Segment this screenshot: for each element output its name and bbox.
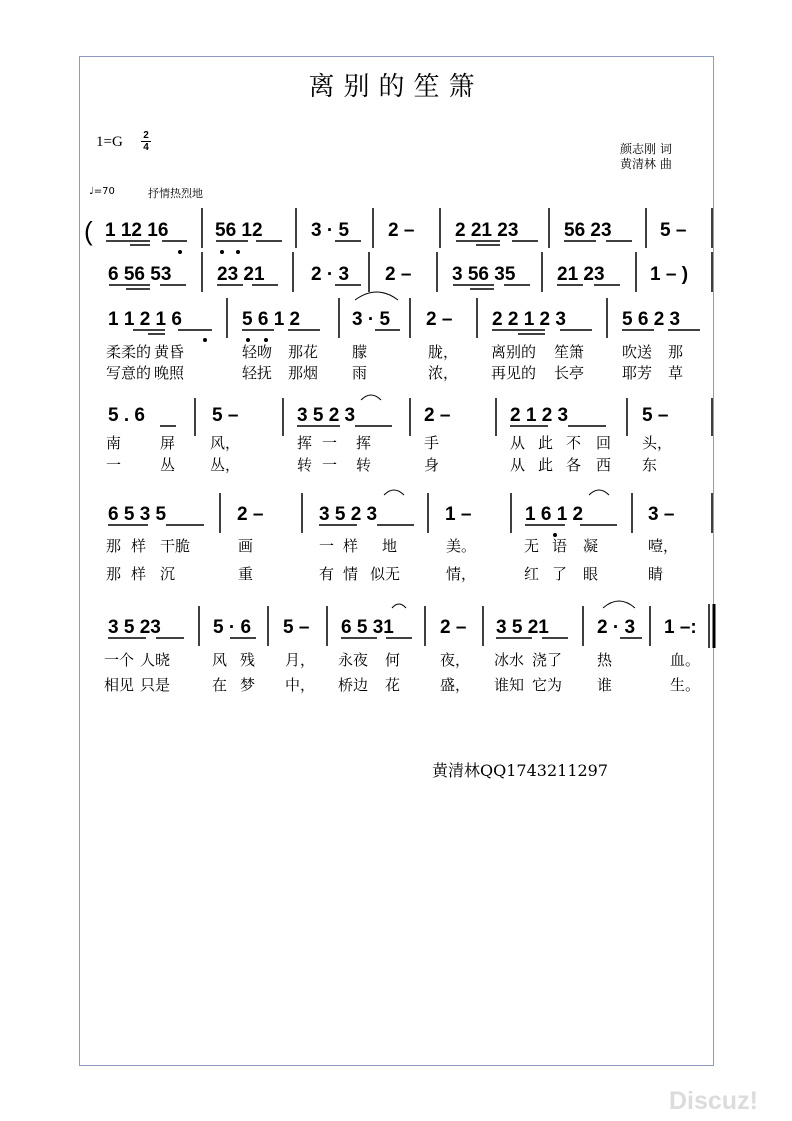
lyric: 草	[668, 365, 684, 382]
lyric: 转	[356, 457, 372, 474]
lyric: 美。	[446, 538, 477, 555]
lyric: 画	[238, 538, 254, 555]
lyric: 从	[510, 435, 526, 452]
composer-credit: 黄清林 曲	[620, 157, 672, 171]
measure: 6 56 53	[108, 264, 172, 285]
measure: 21 23	[557, 264, 605, 285]
lyric: 有	[319, 566, 335, 583]
lyric: 从	[510, 457, 526, 474]
lyric: 无	[524, 538, 540, 555]
lyric: 离别的	[491, 344, 537, 361]
lyric: 那	[106, 566, 122, 583]
lyric: 干脆	[160, 538, 191, 555]
lyric: 样	[131, 538, 147, 555]
lyric: 风，	[210, 435, 241, 452]
lyric: 一个	[104, 652, 135, 669]
measure: 3 5 23	[108, 617, 161, 638]
lyric: 谁	[597, 677, 613, 694]
lyric: 南	[106, 435, 122, 452]
lyric: 浓，	[428, 365, 459, 382]
measure: 2 –	[388, 220, 415, 241]
lyric: 笙箫	[554, 344, 585, 361]
time-signature-top: 2	[143, 130, 149, 141]
lyric: 似无	[370, 566, 401, 583]
lyric: 黄昏	[154, 344, 185, 361]
lyric: 轻抚	[242, 365, 273, 382]
lyric: 眼	[583, 566, 599, 583]
lyric: 雨	[352, 365, 368, 382]
lyric: 耶芳	[622, 365, 653, 382]
measure: 5 6 1 2	[242, 309, 301, 330]
lyric: 地	[382, 538, 398, 555]
page-frame	[79, 56, 714, 1066]
lyric: 转	[297, 457, 313, 474]
measure: 6 5 3 5	[108, 504, 167, 525]
lyric: 残	[240, 652, 256, 669]
measure: 23 21	[217, 264, 265, 285]
measure: 1 –:	[664, 617, 697, 638]
lyric: 轻吻	[242, 344, 273, 361]
lyric: 那花	[288, 344, 319, 361]
lyric: 语	[552, 538, 568, 555]
lyric: 冰水	[494, 652, 525, 669]
lyric: 吹送	[622, 344, 653, 361]
lyric: 西	[596, 457, 612, 474]
lyric: 晚照	[154, 365, 185, 382]
lyric: 再见的	[491, 365, 537, 382]
lyric: 一	[106, 457, 122, 474]
measure: 1 – )	[650, 264, 689, 285]
measure: 5 –	[660, 220, 687, 241]
measure: 5 –	[642, 405, 669, 426]
measure: 5 –	[212, 405, 239, 426]
measure: 6 5 31	[341, 617, 394, 638]
lyric: 重	[238, 566, 254, 583]
lyric: 相见	[104, 677, 135, 694]
measure: 2 –	[385, 264, 412, 285]
lyric: 此	[538, 457, 554, 474]
song-title: 离别的笙箫	[308, 72, 484, 102]
lyric: 身	[424, 457, 440, 474]
measure: 5 –	[283, 617, 310, 638]
measure: 3 5 21	[496, 617, 549, 638]
key-signature: 1=G	[96, 134, 123, 150]
lyric: 此	[538, 435, 554, 452]
measure: 3 56 35	[452, 264, 516, 285]
measure: 2 · 3	[597, 617, 636, 638]
lyric: 盛，	[440, 677, 471, 694]
lyric: 丛	[160, 457, 176, 474]
lyric: 热	[597, 652, 613, 669]
measure: 5 . 6	[108, 405, 145, 426]
lyric: 它为	[532, 677, 563, 694]
lyric: 一	[322, 435, 338, 452]
lyric: 人晓	[140, 652, 171, 669]
lyric: 屏	[160, 435, 176, 452]
measure: 56 12	[215, 220, 263, 241]
measure: 2 –	[426, 309, 453, 330]
lyric: 不	[566, 435, 582, 452]
measure: 5 · 6	[213, 617, 252, 638]
measure: 3 –	[648, 504, 675, 525]
lyric: 中，	[285, 677, 316, 694]
measure: 1 12 16	[105, 220, 169, 241]
lyric: 情	[343, 566, 359, 583]
measure: 2 –	[424, 405, 451, 426]
lyric: 手	[424, 435, 440, 452]
author-contact: 黄清林QQ1743211297	[432, 761, 609, 780]
time-signature-bottom: 4	[143, 142, 149, 153]
lyric: 只是	[140, 677, 171, 694]
time-signature	[140, 130, 152, 153]
measure: 3 5 2 3	[297, 405, 356, 426]
expression-mark: 抒情热烈地	[148, 187, 203, 200]
lyric: 那烟	[288, 365, 319, 382]
lyric: 凝	[583, 538, 599, 555]
lyric: 挥	[297, 435, 313, 452]
lyric: 样	[131, 566, 147, 583]
lyric: 生。	[670, 677, 701, 694]
lyric: 写意的	[106, 365, 152, 382]
lyric: 头，	[642, 435, 673, 452]
lyric: 睛	[648, 566, 664, 583]
lyric: 夜，	[440, 652, 471, 669]
lyric: 情，	[446, 566, 477, 583]
measure: 1 6 1 2	[525, 504, 584, 525]
lyric: 一	[319, 538, 335, 555]
lyric: 挥	[356, 435, 372, 452]
open-paren: (	[84, 216, 93, 246]
lyric: 样	[343, 538, 359, 555]
lyric: 桥边	[338, 677, 369, 694]
lyric: 东	[642, 457, 658, 474]
measure: 2 –	[237, 504, 264, 525]
lyric: 丛，	[210, 457, 241, 474]
lyric: 柔柔的	[106, 344, 152, 361]
lyric: 那	[668, 344, 684, 361]
measure: 2 21 23	[455, 220, 519, 241]
measure: 2 –	[440, 617, 467, 638]
lyric: 花	[385, 677, 401, 694]
measure: 3 · 5	[311, 220, 350, 241]
lyric: 噎，	[648, 538, 679, 555]
lyric: 在	[212, 677, 228, 694]
lyric: 永夜	[338, 652, 369, 669]
lyric: 一	[322, 457, 338, 474]
measure: 2 2 1 2 3	[492, 309, 566, 330]
lyric: 风	[212, 652, 228, 669]
tempo-mark: ♩=70	[89, 186, 115, 197]
lyric: 朦	[352, 344, 368, 361]
measure: 2 · 3	[311, 264, 350, 285]
lyric: 浇了	[532, 652, 563, 669]
measure: 1 –	[445, 504, 472, 525]
lyric: 红	[524, 566, 540, 583]
measure: 3 · 5	[352, 309, 391, 330]
measure: 5 6 2 3	[622, 309, 681, 330]
measure: 1 1 2 1 6	[108, 309, 182, 330]
measure: 2 1 2 3	[510, 405, 569, 426]
lyric: 长亭	[554, 365, 585, 382]
lyric: 各	[566, 457, 582, 474]
discuz-watermark: Discuz!	[669, 1087, 758, 1115]
lyric: 了	[552, 566, 568, 583]
lyricist-credit: 颜志刚 词	[620, 142, 672, 156]
lyric: 血。	[670, 652, 701, 669]
measure: 56 23	[564, 220, 612, 241]
lyric: 梦	[240, 677, 256, 694]
lyric: 月，	[285, 652, 316, 669]
lyric: 沉	[160, 566, 176, 583]
lyric: 何	[385, 652, 401, 669]
measure: 3 5 2 3	[319, 504, 378, 525]
lyric: 那	[106, 538, 122, 555]
lyric: 胧，	[428, 344, 459, 361]
lyric: 回	[596, 435, 612, 452]
lyric: 谁知	[494, 677, 525, 694]
